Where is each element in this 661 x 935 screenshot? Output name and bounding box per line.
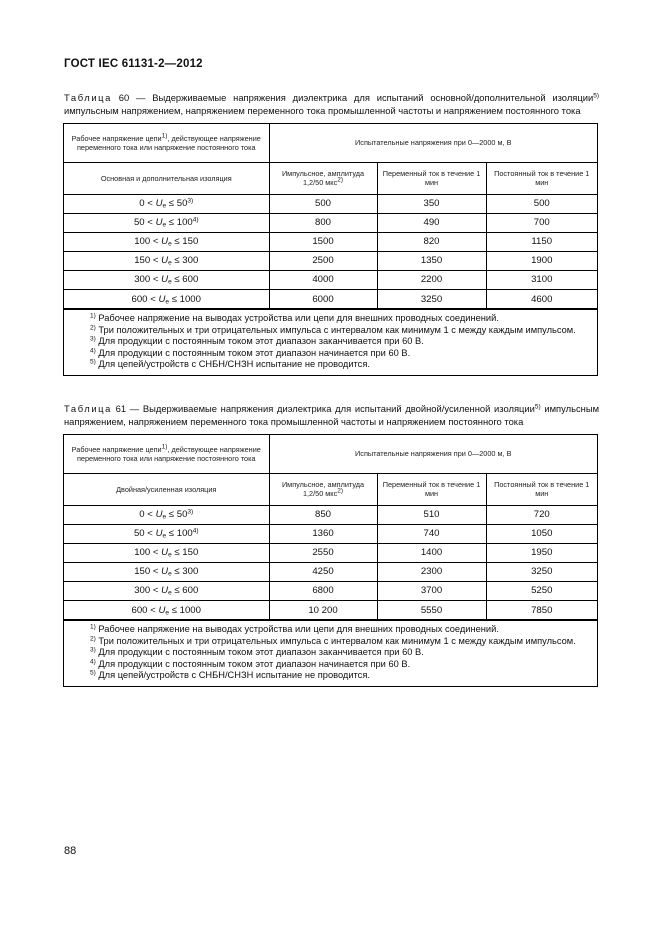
caption-text: — Выдерживаемые напряжения диэлектрика для испытаний основной/дополнительной изоляции xyxy=(129,92,594,103)
impulse-value: 500 xyxy=(269,194,377,213)
ac-header: Переменный ток в течение 1 мин xyxy=(377,162,486,194)
header-row xyxy=(64,124,597,162)
ac-value: 510 xyxy=(377,505,486,524)
ac-value: 490 xyxy=(377,213,486,232)
impulse-value: 6800 xyxy=(269,581,377,600)
voltage-range: $50 < U_e \le 100^{4)}$ xyxy=(64,524,269,543)
table-61-grid xyxy=(64,435,597,620)
voltage-range: $150 < U_e \le 300$ xyxy=(64,562,269,581)
dc-header: Постоянный ток в течение 1 мин xyxy=(486,473,597,505)
voltage-range: $100 < U_e \le 150$ xyxy=(64,543,269,562)
footnote: $^{3)}$ Для продукции с постоянным током этот диапазон заканчивается при 60 В. xyxy=(90,646,424,658)
table-61-footnotes xyxy=(64,620,597,686)
impulse-value: 4250 xyxy=(269,562,377,581)
ac-value: 350 xyxy=(377,194,486,213)
table-row xyxy=(64,543,597,562)
table-row xyxy=(64,289,597,308)
caption-label: Таблица xyxy=(64,403,112,414)
ac-value: 3700 xyxy=(377,581,486,600)
dc-value: 4600 xyxy=(486,289,597,308)
footnote: $^{3)}$ Для продукции с постоянным током этот диапазон заканчивается при 60 В. xyxy=(90,335,424,347)
voltage-range: $300 < U_e \le 600$ xyxy=(64,581,269,600)
footnote: $^{4)}$ Для продукции с постоянным током этот диапазон начинается при 60 В. xyxy=(90,347,411,358)
ac-value: 2200 xyxy=(377,270,486,289)
ac-header: Переменный ток в течение 1 мин xyxy=(377,473,486,505)
ac-value: 740 xyxy=(377,524,486,543)
header-row xyxy=(64,435,597,473)
table-61 xyxy=(63,434,598,687)
dc-value: 1150 xyxy=(486,232,597,251)
footnote: $^{2)}$ Три положительных и три отрицательных импульса с интервалом как минимум 1 с между каждым импульсом. xyxy=(90,635,576,646)
caption-footnote-ref: 5) xyxy=(593,92,599,100)
dc-value: 3100 xyxy=(486,270,597,289)
footnote: $^{4)}$ Для продукции с постоянным током этот диапазон начинается при 60 В. xyxy=(90,658,411,669)
dc-header: Постоянный ток в течение 1 мин xyxy=(486,162,597,194)
document-header: ГОСТ IEC 61131-2—2012 xyxy=(64,58,203,70)
table-60-grid xyxy=(64,124,597,309)
dc-value: 1050 xyxy=(486,524,597,543)
impulse-value: 10 200 xyxy=(269,600,377,619)
table-60-caption xyxy=(64,92,599,117)
table-row xyxy=(64,581,597,600)
caption-number: 60 xyxy=(118,92,130,103)
voltage-range: $300 < U_e \le 600$ xyxy=(64,270,269,289)
working-voltage-header: Рабочее напряжение цепи$^{1)}$, действующее напряжение переменного тока или напряжение постоянного тока xyxy=(64,124,269,162)
voltage-range: $50 < U_e \le 100^{4)}$ xyxy=(64,213,269,232)
impulse-value: 800 xyxy=(269,213,377,232)
table-row xyxy=(64,251,597,270)
caption-text: — Выдерживаемые напряжения диэлектрика для испытаний двойной/усиленной изоляции xyxy=(126,403,535,414)
voltage-range: $0 < U_e \le 50^{3)}$ xyxy=(64,505,269,524)
table-row xyxy=(64,600,597,619)
voltage-range: $150 < U_e \le 300$ xyxy=(64,251,269,270)
test-voltages-header: Испытательные напряжения при 0—2000 м, В xyxy=(269,124,597,162)
voltage-range: $600 < U_e \le 1000$ xyxy=(64,289,269,308)
table-row xyxy=(64,562,597,581)
footnote: $^{1)}$ Рабочее напряжение на выводах устройства или цепи для внешних проводных соединений. xyxy=(90,312,499,324)
dc-value: 1950 xyxy=(486,543,597,562)
voltage-range: $100 < U_e \le 150$ xyxy=(64,232,269,251)
table-row xyxy=(64,194,597,213)
table-row xyxy=(64,524,597,543)
impulse-value: 1360 xyxy=(269,524,377,543)
working-voltage-header: Рабочее напряжение цепи$^{1)}$, действующее напряжение переменного тока или напряжение постоянного тока xyxy=(64,435,269,473)
impulse-header: Импульсное, амплитуда 1,2/50 мкс$^{2)}$ xyxy=(269,162,377,194)
caption-label: Таблица xyxy=(64,92,112,103)
subheader-row xyxy=(64,162,597,194)
footnote: $^{5)}$ Для цепей/устройств с СНБН/СНЗН испытание не проводится. xyxy=(90,669,370,681)
dc-value: 700 xyxy=(486,213,597,232)
dc-value: 500 xyxy=(486,194,597,213)
table-row xyxy=(64,505,597,524)
insulation-type-header: Основная и дополнительная изоляция xyxy=(64,162,269,194)
insulation-type-header: Двойная/усиленная изоляция xyxy=(64,473,269,505)
voltage-range: $600 < U_e \le 1000$ xyxy=(64,600,269,619)
ac-value: 3250 xyxy=(377,289,486,308)
footnote: $^{2)}$ Три положительных и три отрицательных импульса с интервалом как минимум 1 с между каждым импульсом. xyxy=(90,324,576,335)
ac-value: 820 xyxy=(377,232,486,251)
impulse-value: 1500 xyxy=(269,232,377,251)
footnote: $^{5)}$ Для цепей/устройств с СНБН/СНЗН испытание не проводится. xyxy=(90,358,370,370)
ac-value: 1400 xyxy=(377,543,486,562)
caption-footnote-ref: 5) xyxy=(534,403,541,411)
table-61-caption xyxy=(64,403,599,428)
dc-value: 3250 xyxy=(486,562,597,581)
impulse-value: 2550 xyxy=(269,543,377,562)
impulse-value: 2500 xyxy=(269,251,377,270)
test-voltages-header: Испытательные напряжения при 0—2000 м, В xyxy=(269,435,597,473)
table-row xyxy=(64,232,597,251)
subheader-row xyxy=(64,473,597,505)
ac-value: 5550 xyxy=(377,600,486,619)
table-row xyxy=(64,213,597,232)
footnote: $^{1)}$ Рабочее напряжение на выводах устройства или цепи для внешних проводных соединений. xyxy=(90,623,499,635)
page-number: 88 xyxy=(64,845,77,857)
table-60-footnotes xyxy=(64,309,597,375)
table-row xyxy=(64,270,597,289)
ac-value: 1350 xyxy=(377,251,486,270)
dc-value: 1900 xyxy=(486,251,597,270)
voltage-range: $0 < U_e \le 50^{3)}$ xyxy=(64,194,269,213)
impulse-value: 6000 xyxy=(269,289,377,308)
impulse-value: 850 xyxy=(269,505,377,524)
dc-value: 7850 xyxy=(486,600,597,619)
dc-value: 5250 xyxy=(486,581,597,600)
table-60 xyxy=(63,123,598,376)
impulse-header: Импульсное, амплитуда 1,2/50 мкс$^{2)}$ xyxy=(269,473,377,505)
caption-text-continued: импульсным напряжением, напряжением переменного тока промышленной частоты и напряжением постоянного тока xyxy=(64,104,581,116)
impulse-value: 4000 xyxy=(269,270,377,289)
ac-value: 2300 xyxy=(377,562,486,581)
caption-number: 61 xyxy=(115,403,127,414)
dc-value: 720 xyxy=(486,505,597,524)
caption-text-continued: импульсным напряжением, напряжением переменного тока промышленной частоты и напряжением постоянного тока xyxy=(64,403,600,427)
